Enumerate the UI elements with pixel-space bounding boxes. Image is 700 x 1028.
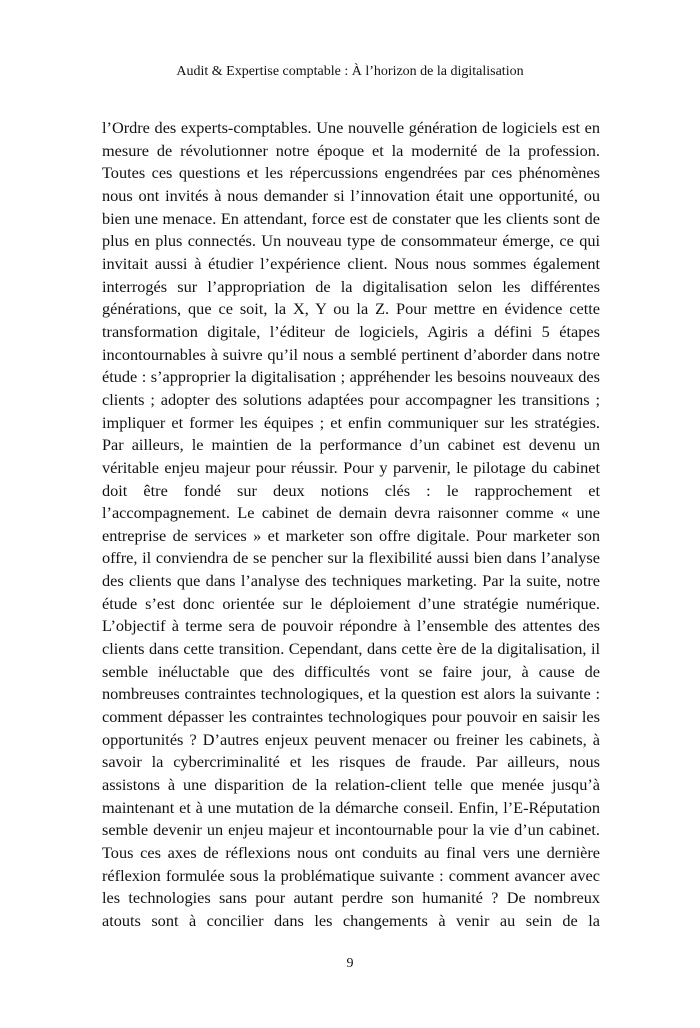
text-line: nous ont invités à nous demander si l’innovation était une opportunité, ou xyxy=(102,185,600,205)
running-header: Audit & Expertise comptable : À l’horizon de la digitalisation xyxy=(176,64,524,79)
text-line: comment dépasser les contraintes technologiques pour pouvoir en saisir les xyxy=(102,707,600,727)
text-line: l’accompagnement. Le cabinet de demain devra raisonner comme « une xyxy=(102,503,600,523)
text-line: invitait aussi à étudier l’expérience client. Nous nous sommes également xyxy=(102,253,600,273)
text-line: clients dans cette transition. Cependant, dans cette ère de la digitalisation, il xyxy=(102,639,600,659)
text-line: générations, que ce soit, la X, Y ou la Z. Pour mettre en évidence cette xyxy=(102,299,600,319)
text-line: transformation digitale, l’éditeur de logiciels, Agiris a défini 5 étapes xyxy=(102,321,600,341)
text-line: l’Ordre des experts-comptables. Une nouvelle génération de logiciels est en xyxy=(102,118,600,137)
body-paragraph xyxy=(102,117,600,933)
text-line: atouts sont à concilier dans les changements à venir au sein de la xyxy=(102,910,600,930)
text-line: entreprise de services » et marketer son offre digitale. Pour marketer son xyxy=(102,525,600,545)
text-line: plus en plus connectés. Un nouveau type de consommateur émerge, ce qui xyxy=(102,231,600,251)
text-line: incontournables à suivre qu’il nous a semblé pertinent d’aborder dans notre xyxy=(102,344,600,364)
text-line: semble inéluctable que des difficultés vont se faire jour, à cause de xyxy=(102,661,600,681)
page-number: 9 xyxy=(346,956,354,971)
text-line: Par ailleurs, le maintien de la performance d’un cabinet est devenu un xyxy=(102,435,600,455)
text-line: mesure de révolutionner notre époque et la modernité de la profession. xyxy=(102,140,600,160)
text-line: L’objectif à terme sera de pouvoir répondre à l’ensemble des attentes des xyxy=(102,616,600,636)
text-line: semble devenir un enjeu majeur et incontournable pour la vie d’un cabinet. xyxy=(102,820,600,840)
text-line: maintenant et à une mutation de la démarche conseil. Enfin, l’E-Réputation xyxy=(102,797,600,817)
text-line: Toutes ces questions et les répercussions engendrées par ces phénomènes xyxy=(102,163,600,183)
text-line: les technologies sans pour autant perdre son humanité ? De nombreux xyxy=(102,888,600,908)
text-line: opportunités ? D’autres enjeux peuvent menacer ou freiner les cabinets, à xyxy=(102,729,600,749)
text-line: impliquer et former les équipes ; et enfin communiquer sur les stratégies. xyxy=(102,412,600,432)
text-line: réflexion formulée sous la problématique suivante : comment avancer avec xyxy=(102,865,600,885)
text-line: des clients que dans l’analyse des techniques marketing. Par la suite, notre xyxy=(102,571,600,591)
text-line: véritable enjeu majeur pour réussir. Pour y parvenir, le pilotage du cabinet xyxy=(102,457,600,477)
text-line: offre, il conviendra de se pencher sur la flexibilité aussi bien dans l’analyse xyxy=(102,548,600,568)
text-line: doit être fondé sur deux notions clés : le rapprochement et xyxy=(102,480,600,500)
text-line: nombreuses contraintes technologiques, et la question est alors la suivante : xyxy=(102,684,600,704)
text-line: étude : s’approprier la digitalisation ; appréhender les besoins nouveaux des xyxy=(102,367,600,387)
text-line: bien une menace. En attendant, force est de constater que les clients sont de xyxy=(102,208,600,228)
text-line: assistons à une disparition de la relation-client telle que menée jusqu’à xyxy=(102,775,600,795)
text-line: Tous ces axes de réflexions nous ont conduits au final vers une dernière xyxy=(102,843,600,862)
text-line: interrogés sur l’appropriation de la digitalisation selon les différentes xyxy=(102,276,600,296)
text-line: étude s’est donc orientée sur le déploiement d’une stratégie numérique. xyxy=(102,593,600,613)
text-line: clients ; adopter des solutions adaptées pour accompagner les transitions ; xyxy=(102,389,600,409)
text-line: savoir la cybercriminalité et les risques de fraude. Par ailleurs, nous xyxy=(102,752,600,772)
